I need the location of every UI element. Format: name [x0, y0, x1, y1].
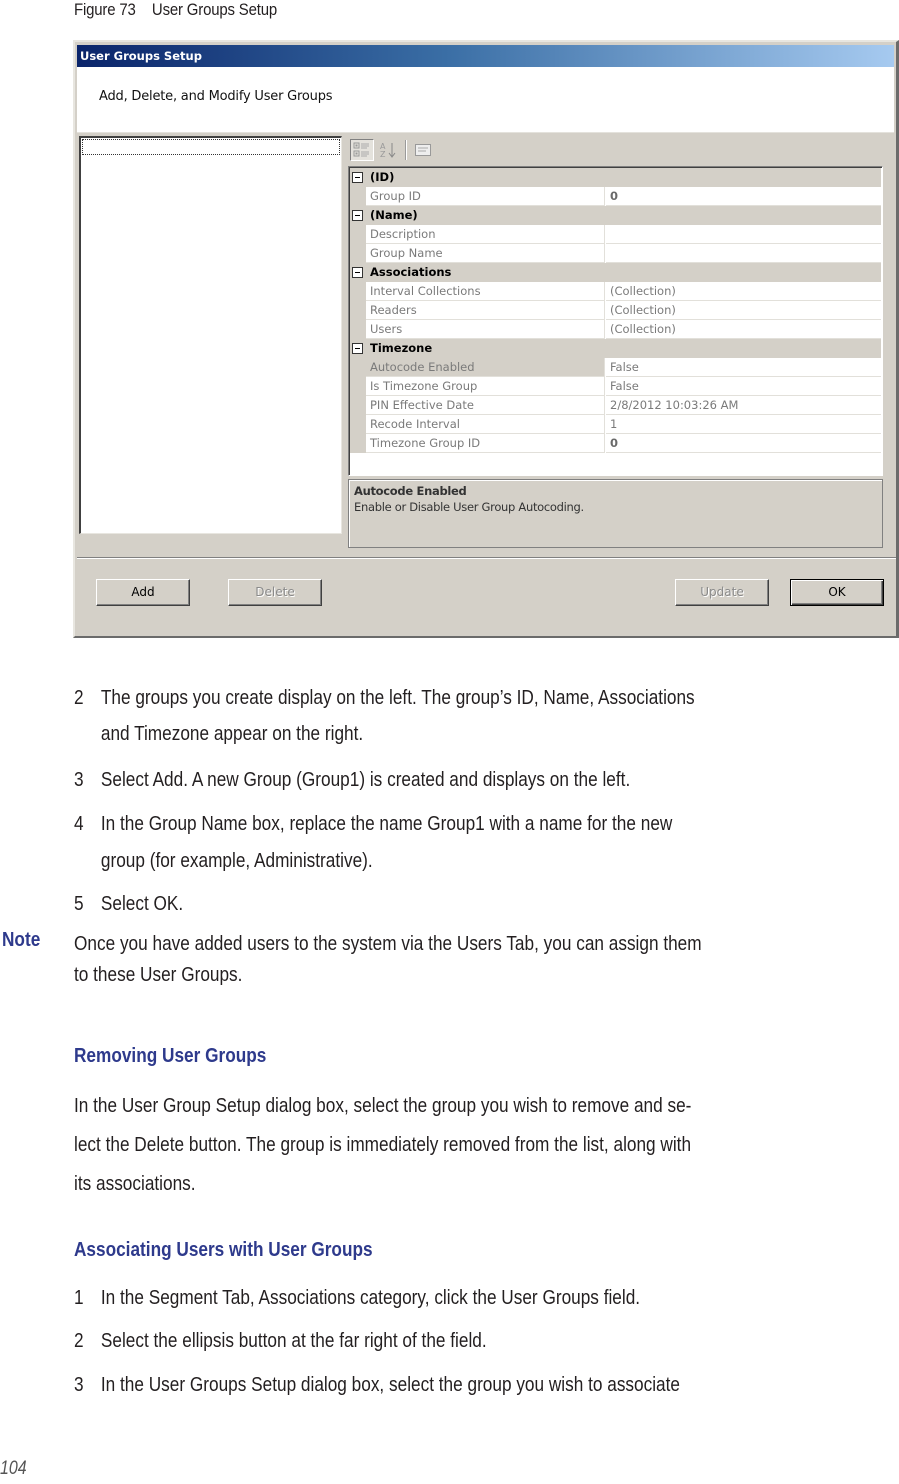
- property-name: Is Timezone Group: [366, 377, 605, 396]
- row-gutter: [350, 377, 366, 396]
- toolbar-separator: [405, 140, 407, 160]
- svg-text:Z: Z: [380, 150, 386, 159]
- category-id[interactable]: [350, 168, 881, 187]
- property-value[interactable]: 2/8/2012 10:03:26 AM: [606, 396, 881, 415]
- step-text: Select the ellipsis button at the far right of the field.: [100, 1329, 487, 1352]
- property-value[interactable]: 0: [606, 434, 881, 453]
- step-text: The groups you create display on the left. The group’s ID, Name, Associations: [100, 686, 695, 709]
- section-heading-associating: Associating Users with User Groups: [74, 1238, 373, 1261]
- property-row-group-name[interactable]: [350, 244, 881, 263]
- property-name: Timezone Group ID: [366, 434, 605, 453]
- banner-text: Add, Delete, and Modify User Groups: [99, 89, 333, 104]
- property-value[interactable]: False: [606, 377, 881, 396]
- step-number: 1: [74, 1286, 84, 1309]
- property-row-is-timezone-group[interactable]: [350, 377, 881, 396]
- property-help-panel: [348, 479, 883, 548]
- row-gutter: [350, 225, 366, 244]
- collapse-icon[interactable]: [352, 210, 363, 221]
- property-name: Group Name: [366, 244, 605, 263]
- row-gutter: [350, 301, 366, 320]
- categorized-icon: [353, 141, 371, 159]
- figure-number: Figure 73: [74, 0, 136, 19]
- categorized-button[interactable]: [350, 139, 374, 161]
- property-name: Users: [366, 320, 605, 339]
- step-number: 2: [74, 686, 84, 709]
- category-label: Timezone: [370, 341, 433, 355]
- category-timezone[interactable]: [350, 339, 881, 358]
- property-name: Recode Interval: [366, 415, 605, 434]
- paragraph-line: In the User Group Setup dialog box, select the group you wish to remove and se-: [74, 1094, 692, 1117]
- property-value[interactable]: [606, 244, 881, 263]
- category-name[interactable]: [350, 206, 881, 225]
- row-gutter: [350, 187, 366, 206]
- help-title: Autocode Enabled: [354, 484, 467, 498]
- ok-button[interactable]: OK: [790, 579, 884, 606]
- property-grid-toolbar: [348, 138, 468, 164]
- step-text: Select Add. A new Group (Group1) is created and displays on the left.: [100, 768, 631, 791]
- dialog-titlebar[interactable]: User Groups Setup: [77, 45, 894, 67]
- note-text: [74, 928, 702, 990]
- user-groups-setup-dialog: [73, 40, 899, 638]
- step-number: 3: [74, 1373, 84, 1396]
- paragraph-line: lect the Delete button. The group is immediately removed from the list, along with: [74, 1133, 692, 1156]
- step-text: group (for example, Administrative).: [100, 849, 373, 872]
- category-label: (ID): [370, 170, 395, 184]
- property-name: Autocode Enabled: [366, 358, 605, 377]
- property-value[interactable]: 0: [606, 187, 881, 206]
- step-number: 4: [74, 812, 84, 835]
- property-row-recode-interval[interactable]: [350, 415, 881, 434]
- delete-button[interactable]: Delete: [228, 579, 322, 606]
- dialog-divider: [77, 557, 896, 559]
- note-line: to these User Groups.: [74, 963, 243, 986]
- property-grid[interactable]: [348, 166, 883, 476]
- note-label: Note: [2, 928, 41, 951]
- property-name: Description: [366, 225, 605, 244]
- row-gutter: [350, 358, 366, 377]
- property-row-users[interactable]: [350, 320, 881, 339]
- section-heading-removing: Removing User Groups: [74, 1044, 267, 1067]
- step-number: 2: [74, 1329, 84, 1352]
- property-value[interactable]: False: [606, 358, 881, 377]
- alphabetical-sort-icon: [378, 141, 398, 159]
- row-gutter: [350, 415, 366, 434]
- row-gutter: [350, 434, 366, 453]
- row-gutter: [350, 244, 366, 263]
- step-text: In the Group Name box, replace the name Group1 with a name for the new: [100, 812, 673, 835]
- property-value[interactable]: (Collection): [606, 320, 881, 339]
- step-text: and Timezone appear on the right.: [100, 722, 364, 745]
- removing-paragraph: [74, 1086, 691, 1203]
- property-name: Interval Collections: [366, 282, 605, 301]
- figure-title: User Groups Setup: [151, 0, 278, 19]
- property-row-readers[interactable]: [350, 301, 881, 320]
- property-value[interactable]: (Collection): [606, 282, 881, 301]
- category-associations[interactable]: [350, 263, 881, 282]
- dialog-banner: [77, 67, 894, 133]
- property-row-group-id[interactable]: [350, 187, 881, 206]
- property-pages-icon: [414, 142, 432, 158]
- step-text: In the Segment Tab, Associations category, click the User Groups field.: [100, 1286, 641, 1309]
- property-row-pin-effective-date[interactable]: [350, 396, 881, 415]
- property-name: PIN Effective Date: [366, 396, 605, 415]
- update-button[interactable]: Update: [675, 579, 769, 606]
- step-text: In the User Groups Setup dialog box, select the group you wish to associate: [100, 1373, 681, 1396]
- property-pages-button[interactable]: [411, 139, 435, 161]
- note-line: Once you have added users to the system via the Users Tab, you can assign them: [74, 932, 702, 955]
- property-value[interactable]: 1: [606, 415, 881, 434]
- group-list[interactable]: [79, 136, 342, 534]
- collapse-icon[interactable]: [352, 343, 363, 354]
- category-label: (Name): [370, 208, 418, 222]
- category-label: Associations: [370, 265, 452, 279]
- help-description: Enable or Disable User Group Autocoding.: [354, 500, 584, 514]
- add-button[interactable]: Add: [96, 579, 190, 606]
- step-number: 3: [74, 768, 84, 791]
- row-gutter: [350, 282, 366, 301]
- property-row-timezone-group-id[interactable]: [350, 434, 881, 453]
- property-name: Group ID: [366, 187, 605, 206]
- property-row-description[interactable]: [350, 225, 881, 244]
- row-gutter: [350, 396, 366, 415]
- property-value[interactable]: [606, 225, 881, 244]
- svg-text:A: A: [380, 142, 386, 151]
- property-value[interactable]: (Collection): [606, 301, 881, 320]
- property-name: Readers: [366, 301, 605, 320]
- property-row-autocode-enabled[interactable]: [350, 358, 881, 377]
- group-list-focus-row[interactable]: [82, 139, 340, 155]
- collapse-icon[interactable]: [352, 267, 363, 278]
- collapse-icon[interactable]: [352, 172, 363, 183]
- alphabetical-button[interactable]: [376, 139, 400, 161]
- step-text: Select OK.: [100, 892, 184, 915]
- property-row-interval-collections[interactable]: [350, 282, 881, 301]
- step-number: 5: [74, 892, 84, 915]
- row-gutter: [350, 320, 366, 339]
- paragraph-line: its associations.: [74, 1172, 196, 1195]
- page-number: 104: [0, 1458, 27, 1479]
- figure-caption: [74, 0, 277, 20]
